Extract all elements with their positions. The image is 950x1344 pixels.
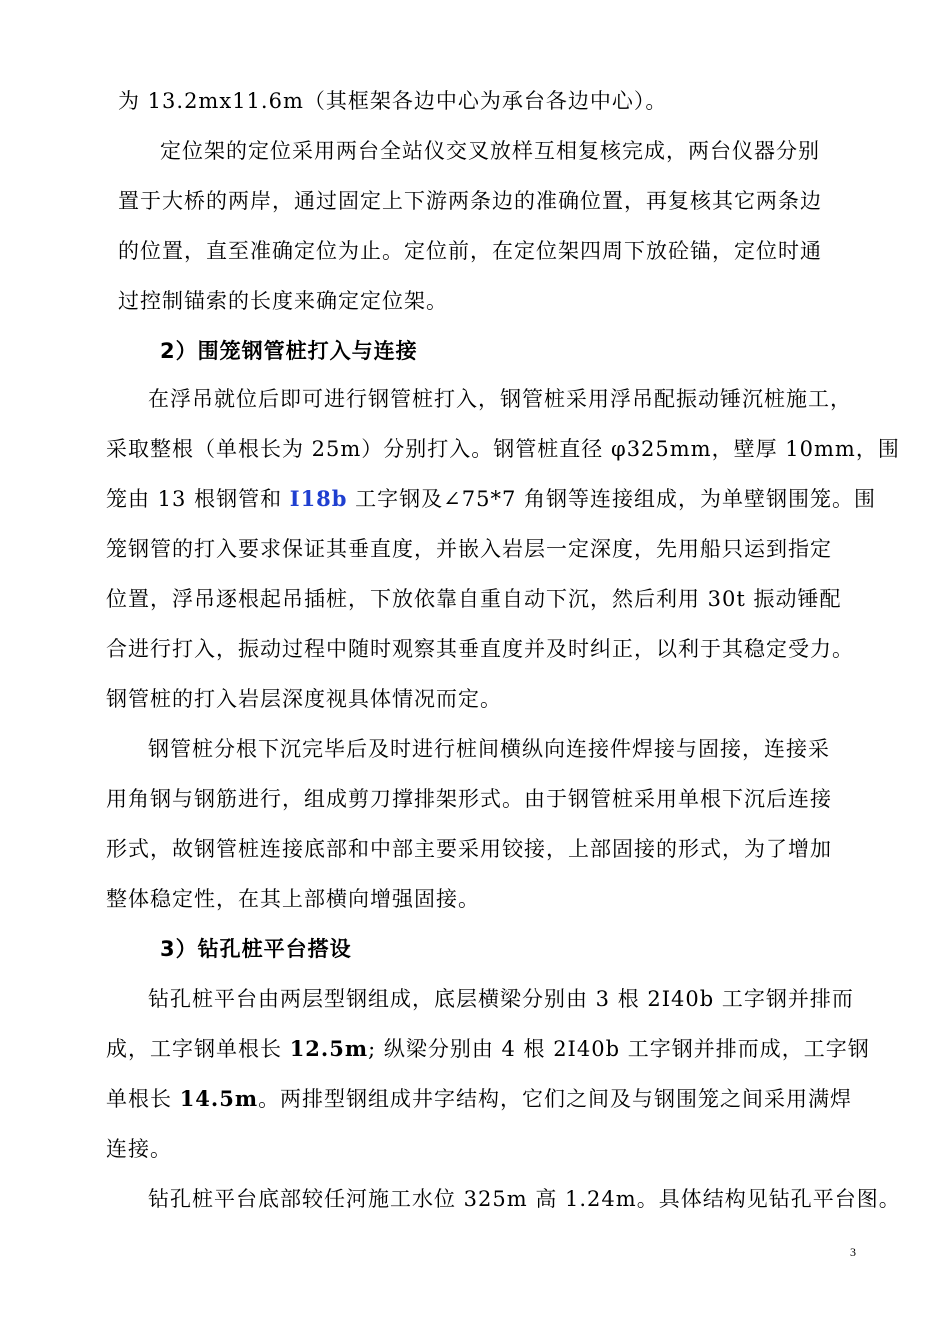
- text-line: 过控制锚索的长度来确定定位架。: [118, 289, 448, 313]
- text-line: 钻孔桩平台由两层型钢组成，底层横梁分别由 3 根 2Ⅰ40b 工字钢并排而: [148, 987, 854, 1011]
- text-line: [106, 1034, 870, 1064]
- text-line: 在浮吊就位后即可进行钢管桩打入，钢管桩采用浮吊配振动锤沉桩施工，: [148, 387, 852, 411]
- text-span: 笼由 13 根钢管和: [106, 487, 290, 511]
- text-line: 用角钢与钢筋进行，组成剪刀撑排架形式。由于钢管桩采用单根下沉后连接: [106, 787, 832, 811]
- text-line: 采取整根（单根长为 25m）分别打入。钢管桩直径 φ325mm，壁厚 10mm，围: [106, 437, 900, 461]
- text-line: 笼钢管的打入要求保证其垂直度，并嵌入岩层一定深度，先用船只运到指定: [106, 537, 832, 561]
- section-heading: 2）围笼钢管桩打入与连接: [160, 339, 418, 363]
- section-heading: 3）钻孔桩平台搭设: [160, 937, 352, 961]
- text-line: 合进行打入，振动过程中随时观察其垂直度并及时纠正，以利于其稳定受力。: [106, 637, 854, 661]
- text-line: 为 13.2mx11.6m（其框架各边中心为承台各边中心）。: [118, 89, 668, 113]
- text-line: 连接。: [106, 1137, 172, 1161]
- text-line: 定位架的定位采用两台全站仪交叉放样互相复核完成，两台仪器分别: [160, 139, 820, 163]
- text-span: ; 纵梁分别由 4 根 2Ⅰ40b 工字钢并排而成，工字钢: [368, 1037, 870, 1061]
- text-line: 钢管桩分根下沉完毕后及时进行桩间横纵向连接件焊接与固接，连接采: [148, 737, 830, 761]
- text-span: 工字钢及∠75*7 角钢等连接组成，为单壁钢围笼。围: [347, 487, 877, 511]
- text-line: 钢管桩的打入岩层深度视具体情况而定。: [106, 687, 502, 711]
- text-line: 整体稳定性，在其上部横向增强固接。: [106, 887, 480, 911]
- length-value: 12.5m: [289, 1036, 369, 1061]
- text-line: 的位置，直至准确定位为止。定位前，在定位架四周下放砼锚，定位时通: [118, 239, 822, 263]
- steel-code-highlight: I18b: [289, 486, 348, 511]
- text-span: 。两排型钢组成井字结构，它们之间及与钢围笼之间采用满焊: [258, 1087, 853, 1111]
- text-span: 成，工字钢单根长: [106, 1037, 290, 1061]
- text-span: 单根长: [106, 1087, 180, 1111]
- text-line: [106, 484, 876, 514]
- text-line: 钻孔桩平台底部较任河施工水位 325m 高 1.24m。具体结构见钻孔平台图。: [148, 1187, 901, 1211]
- text-line: 位置，浮吊逐根起吊插桩，下放依靠自重自动下沉，然后利用 30t 振动锤配: [106, 587, 842, 611]
- text-line: 形式，故钢管桩连接底部和中部主要采用铰接，上部固接的形式，为了增加: [106, 837, 832, 861]
- length-value: 14.5m: [179, 1086, 259, 1111]
- page-number: 3: [850, 1245, 856, 1259]
- text-line: 置于大桥的两岸，通过固定上下游两条边的准确位置，再复核其它两条边: [118, 189, 822, 213]
- text-line: [106, 1084, 852, 1114]
